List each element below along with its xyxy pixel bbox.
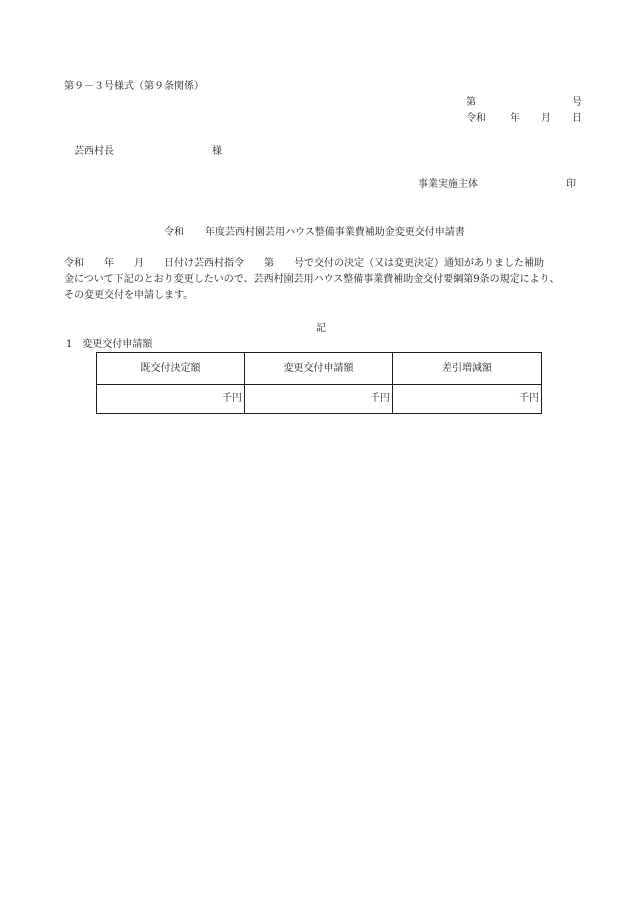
body-line-1: 令和 年 月 日付け芸西村指令 第 号で交付の決定（又は変更決定）通知がありました補助 <box>64 258 544 269</box>
addressee-honorific: 様 <box>212 146 222 157</box>
document-number-suffix: 号 <box>572 97 582 108</box>
table-row <box>97 385 542 414</box>
title-main: 年度芸西村園芸用ハウス整備事業費補助金変更交付申請書 <box>205 227 465 238</box>
title-era: 令和 <box>164 227 184 238</box>
section-label: 変更交付申請額 <box>82 339 153 350</box>
body-line-2: 金について下記のとおり変更したいので、芸西村園芸用ハウス整備事業費補助金交付要綱第9条の規定により、 <box>64 274 560 285</box>
body-line-3: その変更交付を申請します。 <box>64 290 194 301</box>
change-application-amount-cell[interactable]: 千円 <box>245 385 393 414</box>
header-existing-decision-amount: 既交付決定額 <box>97 353 245 385</box>
date-month-label: 月 <box>541 113 551 124</box>
ki-heading: 記 <box>316 323 326 334</box>
document-title <box>164 227 465 239</box>
section-heading <box>66 339 152 351</box>
date-day-label: 日 <box>572 113 582 124</box>
body-paragraph <box>64 256 588 304</box>
existing-decision-amount-cell[interactable]: 千円 <box>97 385 245 414</box>
date-year-label: 年 <box>510 113 520 124</box>
difference-amount-cell[interactable]: 千円 <box>393 385 542 414</box>
header-change-application-amount: 変更交付申請額 <box>245 353 393 385</box>
amount-table <box>96 352 542 414</box>
section-number: 1 <box>66 339 73 350</box>
table-header-row <box>97 353 542 385</box>
applicant-label: 事業実施主体 <box>418 179 478 190</box>
seal-mark: 印 <box>566 179 576 190</box>
form-number: 第９－３号様式（第９条関係） <box>64 81 204 92</box>
addressee-name: 芸西村長 <box>74 146 114 157</box>
document-number-label: 第 <box>466 97 476 108</box>
date-era: 令和 <box>466 113 486 124</box>
header-difference-amount: 差引増減額 <box>393 353 542 385</box>
